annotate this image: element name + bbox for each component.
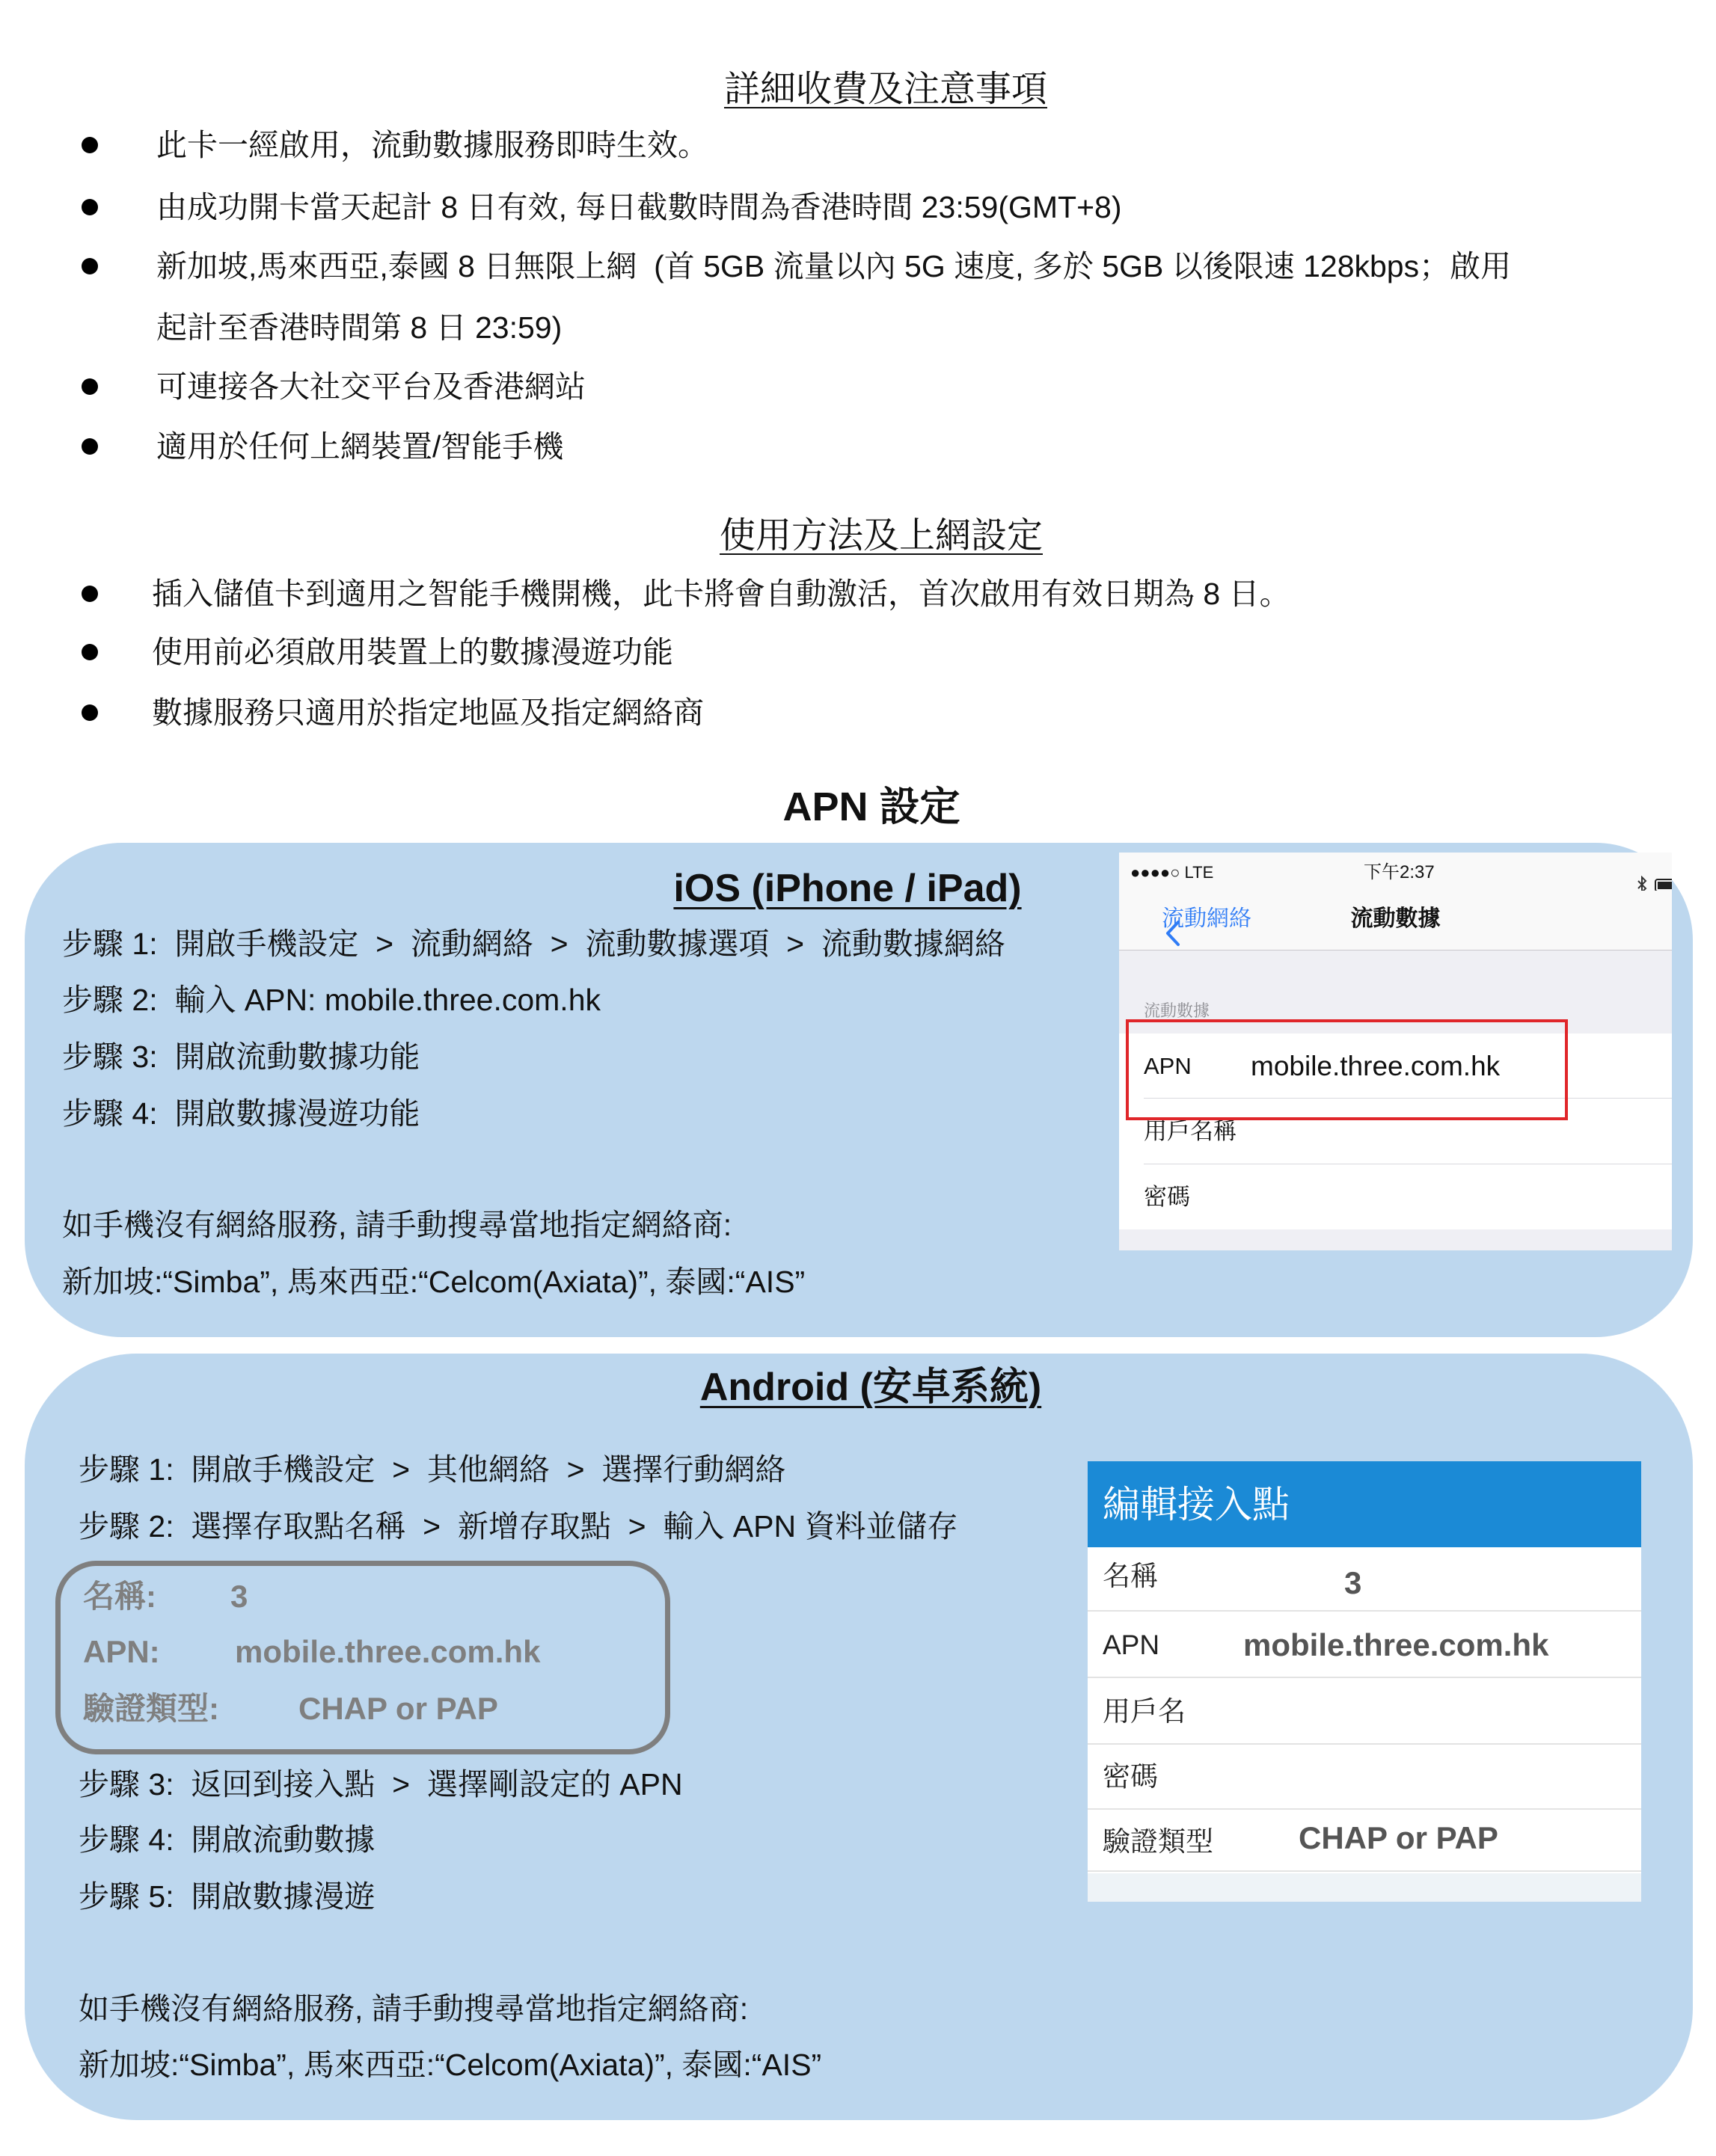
ios-row-label: 密碼 bbox=[1144, 1184, 1190, 1210]
ios-row-label: APN bbox=[1144, 1053, 1192, 1079]
android-row-auth-type bbox=[1088, 1810, 1641, 1872]
ios-step: 步驟 2: 輸入 APN: mobile.three.com.hk bbox=[62, 983, 601, 1017]
android-header-bar bbox=[1088, 1461, 1641, 1547]
usage-bullet: 插入儲值卡到適用之智能手機開機，此卡將會自動激活，首次啟用有效日期為 8 日。 bbox=[152, 577, 1290, 611]
android-note: 如手機沒有網絡服務, 請手動搜尋當地指定網絡商: bbox=[79, 1991, 749, 2026]
android-row-value: 3 bbox=[1344, 1565, 1362, 1600]
apn-heading: APN 設定 bbox=[782, 784, 960, 829]
usage-bullet: 使用前必須啟用裝置上的數據漫遊功能 bbox=[152, 635, 673, 669]
android-title: Android (安卓系統) bbox=[699, 1366, 1042, 1409]
usage-title: 使用方法及上網設定 bbox=[719, 516, 1043, 556]
ios-step: 步驟 1: 開啟手機設定 > 流動網絡 > 流動數據選項 > 流動數據網絡 bbox=[62, 927, 1005, 961]
android-row-name bbox=[1088, 1547, 1641, 1612]
android-row-label: APN bbox=[1103, 1630, 1160, 1660]
ios-step: 步驟 4: 開啟數據漫遊功能 bbox=[62, 1096, 420, 1131]
android-row-value: CHAP or PAP bbox=[1299, 1820, 1498, 1855]
config-value: mobile.three.com.hk bbox=[235, 1634, 541, 1669]
ios-title: iOS (iPhone / iPad) bbox=[673, 867, 1022, 910]
android-row-username bbox=[1088, 1678, 1641, 1745]
android-header-title: 編輯接入點 bbox=[1103, 1484, 1290, 1526]
config-value: CHAP or PAP bbox=[298, 1691, 498, 1726]
notice-bullet: 適用於任何上網裝置/智能手機 bbox=[156, 429, 564, 464]
android-row-apn bbox=[1088, 1612, 1641, 1678]
bullet-dot-icon bbox=[82, 378, 98, 395]
ios-row-password bbox=[1119, 1164, 1672, 1229]
bluetooth-icon bbox=[1610, 862, 1620, 880]
bullet-dot-icon bbox=[82, 586, 98, 602]
bullet-dot-icon bbox=[82, 137, 98, 153]
status-signal: ●●●●○ LTE bbox=[1130, 863, 1214, 882]
android-row-label: 驗證類型 bbox=[1103, 1826, 1213, 1857]
config-label: 名稱: bbox=[83, 1579, 156, 1614]
notice-title: 詳細收費及注意事項 bbox=[723, 70, 1047, 109]
ios-settings-screenshot bbox=[1119, 853, 1672, 1250]
section-header: 流動數據 bbox=[1144, 1001, 1210, 1020]
bullet-dot-icon bbox=[82, 258, 98, 274]
bullet-dot-icon bbox=[82, 199, 98, 215]
notice-bullet: 由成功開卡當天起計 8 日有效, 每日截數時間為香港時間 23:59(GMT+8) bbox=[156, 190, 1122, 224]
apn-config-box bbox=[55, 1561, 670, 1754]
back-label: 流動網絡 bbox=[1162, 906, 1251, 931]
battery-icon bbox=[1628, 865, 1664, 879]
android-step: 步驟 5: 開啟數據漫遊 bbox=[79, 1879, 376, 1914]
android-panel bbox=[25, 1354, 1693, 2120]
bullet-dot-icon bbox=[82, 438, 98, 455]
android-step: 步驟 3: 返回到接入點 > 選擇剛設定的 APN bbox=[79, 1767, 683, 1802]
android-step: 步驟 4: 開啟流動數據 bbox=[79, 1822, 376, 1857]
android-row-label: 名稱 bbox=[1103, 1561, 1158, 1591]
usage-bullet: 數據服務只適用於指定地區及指定網絡商 bbox=[152, 695, 704, 730]
ios-step: 步驟 3: 開啟流動數據功能 bbox=[62, 1039, 420, 1074]
android-bottom-strip bbox=[1088, 1873, 1641, 1902]
ios-note: 如手機沒有網絡服務, 請手動搜尋當地指定網絡商: bbox=[62, 1208, 732, 1242]
android-note-carriers: 新加坡:“Simba”, 馬來西亞:“Celcom(Axiata)”, 泰國:“AIS” bbox=[79, 2048, 822, 2082]
android-row-value: mobile.three.com.hk bbox=[1243, 1627, 1549, 1662]
ios-panel bbox=[25, 843, 1693, 1337]
ios-status-bar bbox=[1119, 853, 1672, 891]
apn-highlight-box bbox=[1126, 1019, 1568, 1120]
ios-row-value: mobile.three.com.hk bbox=[1251, 1051, 1501, 1081]
android-step: 步驟 1: 開啟手機設定 > 其他網絡 > 選擇行動網絡 bbox=[79, 1452, 786, 1487]
ios-nav-bar bbox=[1119, 891, 1672, 950]
config-value: 3 bbox=[230, 1579, 248, 1614]
android-row-password bbox=[1088, 1745, 1641, 1810]
ios-row-label: 用戶名稱 bbox=[1144, 1118, 1237, 1144]
config-label: APN: bbox=[83, 1634, 160, 1669]
notice-bullet: 可連接各大社交平台及香港網站 bbox=[156, 369, 586, 404]
bullet-dot-icon bbox=[82, 644, 98, 660]
notice-bullet: 此卡一經啟用，流動數據服務即時生效。 bbox=[156, 128, 708, 162]
android-row-label: 密碼 bbox=[1103, 1761, 1158, 1792]
nav-title: 流動數據 bbox=[1350, 906, 1441, 931]
config-label: 驗證類型: bbox=[83, 1691, 219, 1726]
notice-bullet-continuation: 起計至香港時間第 8 日 23:59) bbox=[156, 310, 563, 345]
android-apn-screenshot bbox=[1088, 1461, 1641, 1902]
android-row-label: 用戶名 bbox=[1103, 1696, 1186, 1727]
ios-note-carriers: 新加坡:“Simba”, 馬來西亞:“Celcom(Axiata)”, 泰國:“AIS” bbox=[62, 1265, 806, 1299]
bullet-dot-icon bbox=[82, 704, 98, 721]
android-step: 步驟 2: 選擇存取點名稱 > 新增存取點 > 輸入 APN 資料並儲存 bbox=[79, 1509, 958, 1544]
notice-bullet: 新加坡,馬來西亞,泰國 8 日無限上網 (首 5GB 流量以內 5G 速度, 多於 5GB 以後限速 128kbps；啟用 bbox=[156, 249, 1512, 283]
status-time: 下午2:37 bbox=[1364, 862, 1435, 882]
